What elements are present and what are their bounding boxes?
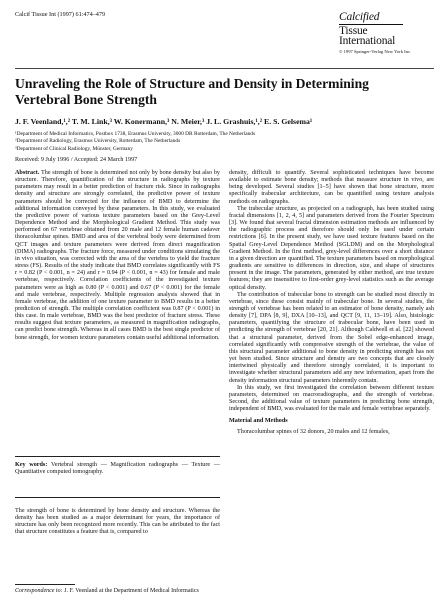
right-paragraph-5: Thoracolumbar spines of 32 donors, 20 males and 12 females, — [237, 429, 390, 436]
journal-logo — [339, 12, 434, 54]
received-dates: Received: 9 July 1996 / Accepted: 24 March 1997 — [15, 157, 138, 163]
footnote-text: J. F. Veenland at the Department of Medical Informatics — [64, 588, 199, 594]
keywords-top-rule — [15, 456, 220, 457]
right-column — [229, 170, 434, 437]
affiliation-3: ³Department of Clinical Radiology, Münster, Germany — [15, 145, 133, 152]
keywords-bottom-rule — [15, 497, 220, 498]
right-paragraph-1: density, difficult to quantify. Several sophisticated techniques have become available to estimate bone density; methods that measure structure in vivo, are being developed. Several studies [1–5] have shown that bone structure, more specifically trabecular architecture, can be quantified using texture analysis methods on radiographs. — [229, 170, 434, 205]
keywords-label: Key words: — [15, 462, 48, 468]
logo-line-1: Calcified — [339, 11, 380, 23]
affiliations — [15, 131, 435, 153]
journal-reference: Calcif Tissue Int (1997) 61:474–479 — [15, 11, 106, 18]
publisher-copyright: © 1997 Springer-Verlag New York Inc. — [339, 48, 412, 54]
footnote-label: Correspondence to: — [15, 588, 63, 594]
right-paragraph-3: The contribution of trabecular bone to strength can be studied most directly in vertebrae, since these consist mainly of trabecular bone. In several studies, the strength of vertebrae has been related to an estimator of bone density, namely ash density [7], DPA [8, 9], DXA [10–13], and QCT [9, 11, 13–19]. Also, histologic parameters, quantifying the structure of trabecular bone, have been used in predicting the strength of vertebrae [20, 21]. Although Caldwell et al. [22] showed that a structural parameter, derived from the Sobel edge-enhanced image, correlated significantly with compressive strength of the vertebrae, the value of this structural parameter additional to bone density in predicting strength has not yet been studied. Since structure and density are two concepts that are closely intertwined physically and therefore strongly correlated, it is important to investigate whether structural parameters add any new information, apart from the density information structural parameters inherently contain. — [229, 291, 434, 384]
intro-paragraph: The strength of bone is determined by bone density and structure. Whereas the density has been studied as a major determinant for years, the importance of structure has only been recognized more recently. This can be attributed to the fact that structure constitutes a feature that is, compared to — [15, 508, 220, 536]
right-paragraph-2: The trabecular structure, as projected on a radiograph, has been studied using fractal dimensions [1, 2, 4, 5] and parameters derived from the Fourier Spectrum [3]. We found that several fractal dimension estimation methods are influenced by the radiographic process and therefore should only be used under certain restrictions [6]. In the present study, we have used texture features based on the Spatial Grey-Level Dependence Method (SGLDM) and on the Morphological Gradient Method. In the first method, grey-level differences over a short distance in a given direction are quantified. The texture parameters based on morphological gradients are sensitive to differences in direction, size, and shape of structures present in the image. The parameters, generated by either method, are true texture features; they are insensitive to first-order grey-level statistics such as the average optical density. — [229, 205, 434, 291]
keywords — [15, 462, 220, 476]
footnote-rule — [15, 584, 75, 585]
section-heading-methods: Material and Methods — [229, 418, 288, 425]
affiliation-1: ¹Department of Medical Informatics, Postbox 1738, Erasmus University, 3000 DR Rotterdam, The Netherlands — [15, 131, 256, 137]
author-list: J. F. Veenland,¹,² T. M. Link,³ W. Konermann,³ N. Meier,³ J. L. Grashuis,¹,² E. S. Gelsema¹ — [15, 117, 313, 126]
affiliation-2: ²Department of Radiology, Erasmus University, Rotterdam, The Netherlands — [15, 138, 181, 145]
introduction-start — [15, 508, 220, 537]
logo-line-2: Tissue — [339, 24, 368, 37]
article-title: Unraveling the Role of Structure and Density in Determining Vertebral Bone Strength — [15, 76, 369, 107]
abstract — [15, 170, 220, 342]
keywords-text: Vertebral strength — Magnification radiographs — Texture — Quantitative computed tomography. — [15, 462, 221, 476]
correspondence-footnote — [15, 588, 220, 595]
right-paragraph-4: In this study, we first investigated the correlation between different texture parameters, determined on macroradiographs, and the strength of vertebrae. Second, the additional value of texture parameters in predicting bone strength, independent of BMD, was evaluated for the male and female vertebrae separately. — [229, 384, 434, 413]
abstract-text: The strength of bone is determined not only by bone density but also by structure. Therefore, quantification of the structure in radiographs by texture parameters may result in a better prediction of fracture risk. Since in radiographs density and structure are strongly correlated, the predictive power of texture parameters should be corrected for the influence of BMD to determine the additional information conveyed by these parameters. In this study, we evaluated the predictive power of various texture parameters based on the Grey-Level Dependence Method and the Morphological Gradient Method. This study was performed on 67 vertebrae obtained from 20 male and 12 female human cadaver thoracolumbar spines. BMD and area of the vertebral body were determined from QCT images and texture parameters were derived from direct magnification (DIMA) radiographs. The fracture force, measured under conditions simulating the in vivo situation, was corrected with the area of the vertebra to yield the fracture stress (FS). Results of the study indicate that BMD correlates significantly with FS r = 0.82 (P < 0.001, n = 24) and r = 0.94 (P < 0.001, n = 43) for female and male vertebrae, respectively. Correlation coefficients of the investigated texture parameters were as high as 0.80 (P < 0.001) and 0.67 (P < 0.001) for the female and male vertebrae, respectively. Multiple regression analysis showed that in female vertebrae, the addition of one texture parameter to BMD results in a better prediction of strength. The multiple correlation coefficient was 0.87 (P < 0.001) in this case. In male vertebrae, BMD was the best predictor of fracture stress. These results suggest that texture parameters, as measured in magnification radiographs, can predict bone strength. Whereas in all cases BMD is the best single predictor of bone strength, for women texture parameters contain useful additional information. — [15, 170, 220, 341]
logo-line-3: International — [339, 35, 396, 47]
header-divider — [15, 68, 434, 69]
abstract-label: Abstract. — [15, 170, 40, 176]
